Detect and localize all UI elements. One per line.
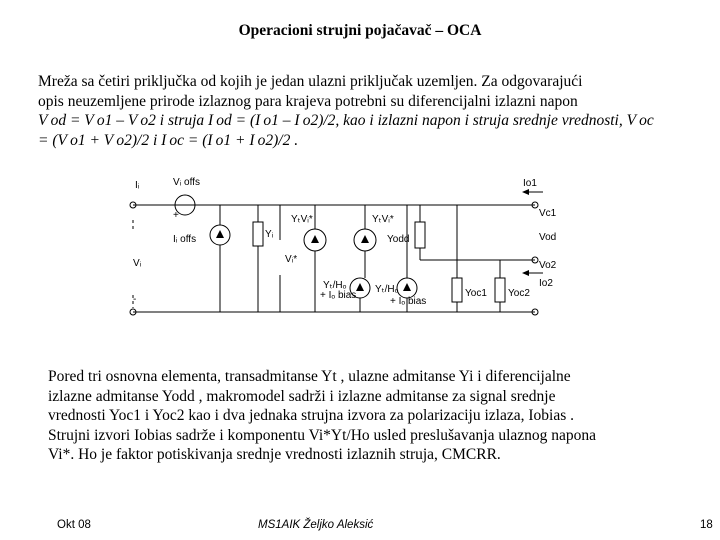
page-title: Operacioni strujni pojačavač – OCA — [238, 22, 482, 39]
label-plus-io-bias-2: + Iₒ bias — [390, 296, 427, 307]
label-ii: Iᵢ — [135, 180, 140, 191]
label-minus: - — [133, 294, 137, 305]
explanation-line-2: izlazne admitanse Yodd , makromodel sadrži i izlazne admitanse za signal srednje — [48, 387, 556, 405]
footer-date: Okt 08 — [57, 519, 91, 531]
explanation-line-3: vrednosti Yoc1 i Yoc2 kao i dva jednaka strujna izvora za polarizaciju izlaza, Iobias . — [48, 407, 574, 424]
intro-line-3: V od = V o1 – V o2 i struja I od = (I o1 – I o2)/2, kao i izlazni napon i struja srednje vrednosti, V oc — [38, 112, 654, 129]
label-vi-star: Vᵢ* — [285, 254, 298, 265]
explanation-line-1: Pored tri osnovna elementa, transadmitanse Yt , ulazne admitanse Yi i diferencijalne — [48, 368, 571, 385]
label-vod: Vod — [539, 232, 557, 243]
label-plus-io-bias-1: + Iₒ bias — [320, 290, 357, 301]
label-vc1: Vc1 — [539, 208, 557, 219]
label-plus: + — [173, 210, 179, 221]
oca-macromodel-circuit — [125, 170, 560, 332]
label-io2: Io2 — [539, 278, 553, 289]
label-yodd: Yodd — [387, 234, 410, 245]
label-yoc1: Yoc1 — [465, 288, 487, 299]
label-yoc2: Yoc2 — [508, 288, 530, 299]
label-io1: Io1 — [523, 178, 537, 189]
label-yt-vi-star-2: YₜVᵢ* — [372, 214, 394, 225]
label-yt-ho-1: Yₜ/Hₒ — [323, 280, 347, 291]
label-vi: Vᵢ — [133, 258, 142, 269]
label-yt-ho-2: Yₜ/Hₒ — [375, 284, 399, 295]
intro-paragraph — [38, 72, 688, 150]
explanation-paragraph — [48, 367, 688, 465]
intro-line-1: Mreža sa četiri priključka od kojih je jedan ulazni priključak uzemljen. Za odgovarajući — [38, 73, 583, 90]
label-vo2: Vo2 — [539, 260, 557, 271]
label-ii-offs: Iᵢ offs — [173, 234, 197, 245]
intro-line-2: opis neuzemljene prirode izlaznog para krajeva potrebni su diferencijalni izlazni napon — [38, 92, 578, 110]
intro-line-4: = (V o1 + V o2)/2 i I oc = (I o1 + I o2)/2 . — [38, 131, 299, 149]
footer-author: MS1AIK Željko Aleksić — [258, 519, 374, 531]
label-yi: Yᵢ — [265, 229, 274, 240]
label-yt-vi-star-1: YₜVᵢ* — [291, 214, 313, 225]
explanation-line-5: Vi*. Ho je faktor potiskivanja srednje vrednosti izlaznih struja, CMCRR. — [48, 446, 501, 463]
label-vi-offs: Vᵢ offs — [173, 177, 200, 188]
explanation-line-4: Strujni izvori Iobias sadrže i komponentu Vi*Yt/Ho usled preslušavanja ulaznog napona — [48, 426, 597, 444]
page-number: 18 — [700, 519, 713, 531]
